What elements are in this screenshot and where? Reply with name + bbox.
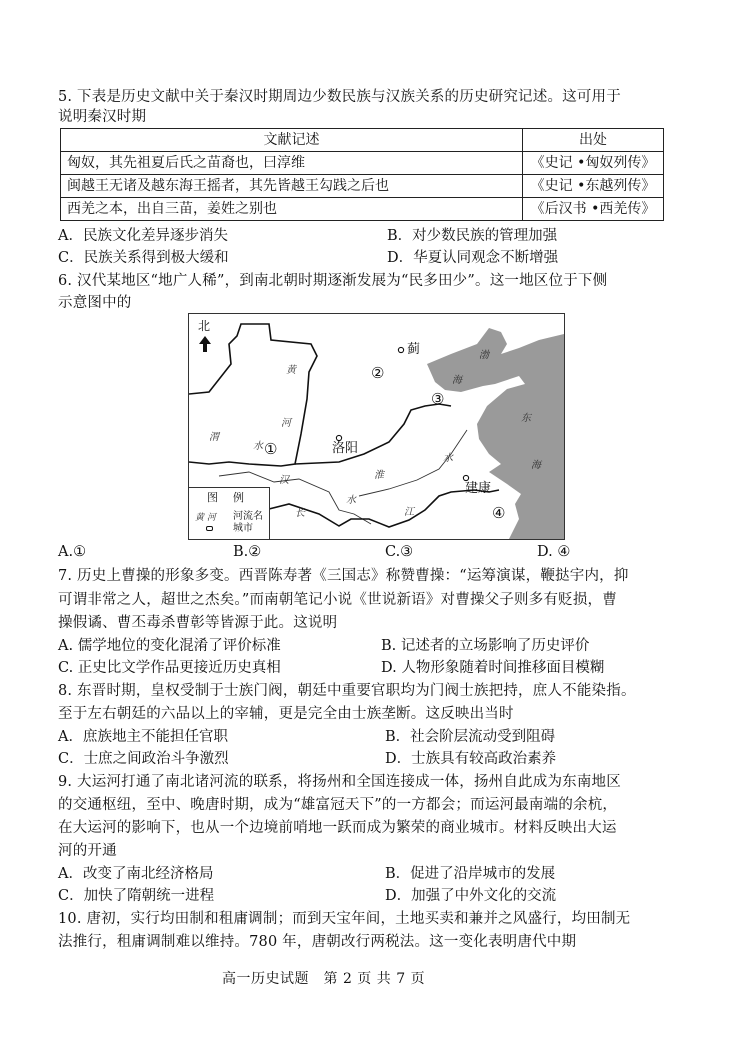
q10-stem-line2: 法推行，租庸调制难以维持。780 年，唐朝改行两税法。这一变化表明唐代中期: [58, 934, 577, 950]
north-label: 北: [198, 319, 211, 333]
q7-stem-line3: 操假谲、曹丕毒杀曹彰等皆源于此。这说明: [58, 615, 338, 631]
city-luoyang-marker: [336, 435, 341, 440]
q9-stem-line3: 在大运河的影响下，也从一个边境前哨地一跃而成为繁荣的商业城市。材料反映出大运: [58, 820, 617, 836]
q9-stem-line4: 河的开通: [58, 843, 117, 859]
q7-option-c[interactable]: C. 正史比文学作品更接近历史真相: [58, 660, 281, 676]
page-footer: 高一历史试题 第 2 页 共 7 页: [222, 971, 426, 987]
legend-title-1: 图: [207, 491, 218, 504]
q8-option-c[interactable]: C．士庶之间政治斗争激烈: [58, 751, 229, 767]
table-cell-source: 《史记 •东越列传》: [523, 175, 664, 198]
q8-option-a[interactable]: A．庶族地主不能担任官职: [58, 729, 228, 745]
north-arrow-icon: [199, 336, 211, 352]
q9-stem-line1: 9. 大运河打通了南北诸河流的联系，将扬州和全国连接成一体，扬州自此成为东南地区: [58, 774, 621, 790]
legend-river-desc: 河流名: [233, 511, 263, 522]
q6-stem-line1: 6. 汉代某地区“地广人稀”，到南北朝时期逐渐发展为“民多田少”。这一地区位于下侧: [58, 273, 608, 289]
table-row: [61, 175, 664, 198]
river-label-chang: 长: [295, 508, 305, 519]
river-label-jiang: 江: [404, 507, 414, 518]
q6-map: [188, 313, 565, 540]
q8-option-d[interactable]: D．士族具有较高政治素养: [385, 751, 557, 767]
q6-stem-line2: 示意图中的: [58, 295, 132, 311]
q5-source-table: [60, 128, 664, 221]
marker-1: ①: [264, 440, 278, 458]
q6-option-a[interactable]: A.①: [58, 544, 87, 560]
q9-option-a[interactable]: A．改变了南北经济格局: [58, 866, 214, 882]
q9-option-b[interactable]: B．促进了沿岸城市的发展: [385, 866, 556, 882]
huanghe-lower: [295, 404, 451, 464]
city-ji-label: 蓟: [407, 342, 421, 357]
table-header-record: 文献记述: [61, 129, 523, 152]
river-label-wei: 渭: [209, 432, 219, 443]
q7-stem-line1: 7. 历史上曹操的形象多变。西晋陈寿著《三国志》称赞曹操：“运筹演谋，鞭挞宇内，抑: [58, 568, 629, 584]
q9-stem-line2: 的交通枢纽，至中、晚唐时期，成为“雄富冠天下”的一方都会；而运河最南端的余杭，: [58, 797, 618, 813]
q8-stem-line1: 8. 东晋时期，皇权受制于士族门阀，朝廷中重要官职均为门阀士族把持，庶人不能染指。: [58, 683, 636, 699]
q9-option-d[interactable]: D．加强了中外文化的交流: [385, 888, 557, 904]
marker-2: ②: [371, 364, 385, 382]
table-header-row: [61, 129, 664, 152]
q7-stem-line2: 可谓非常之人，超世之杰矣。”而南朝笔记小说《世说新语》对曹操父子则多有贬损，曹: [58, 592, 617, 608]
city-ji-marker: [398, 347, 403, 352]
city-jiankang-marker: [463, 475, 468, 480]
q5-stem-line2: 说明秦汉时期: [58, 109, 147, 125]
q5-option-d[interactable]: D．华夏认同观念不断增强: [387, 250, 559, 266]
table-cell-record: 西羌之本，出自三苗，姜姓之别也: [61, 198, 523, 221]
table-cell-record: 闽越王无诸及越东海王摇者，其先皆越王勾践之后也: [61, 175, 523, 198]
city-jiankang-label: 建康: [465, 481, 492, 496]
table-header-source: 出处: [523, 129, 664, 152]
river-label-huang: 黄: [286, 365, 296, 376]
sea-label-dong-hai: 海: [531, 460, 541, 471]
q6-option-b[interactable]: B.②: [233, 544, 262, 560]
sea-label-bo: 渤: [479, 350, 489, 361]
legend-title-2: 例: [233, 491, 244, 504]
river-label-he: 河: [281, 418, 291, 429]
q8-stem-line2: 至于左右朝廷的六品以上的宰辅，更是完全由士族垄断。这反映出当时: [58, 706, 514, 722]
q9-option-c[interactable]: C．加快了隋朝统一进程: [58, 888, 215, 904]
table-row: [61, 198, 664, 221]
q6-option-c[interactable]: C.③: [385, 544, 414, 560]
table-cell-source: 《后汉书 •西羌传》: [523, 198, 664, 221]
q5-option-b[interactable]: B．对少数民族的管理加强: [387, 228, 558, 244]
q8-option-b[interactable]: B．社会阶层流动受到阻碍: [385, 729, 556, 745]
legend-city-icon: [206, 526, 213, 531]
sea-label-dong: 东: [521, 413, 531, 424]
table-cell-source: 《史记 •匈奴列传》: [523, 152, 664, 175]
q7-option-b[interactable]: B. 记述者的立场影响了历史评价: [381, 638, 590, 654]
city-luoyang-label: 洛阳: [332, 441, 359, 456]
marker-3: ③: [431, 390, 445, 408]
q5-option-a[interactable]: A．民族文化差异逐步消失: [58, 228, 228, 244]
q5-stem-line1: 5. 下表是历史文献中关于秦汉时期周边少数民族与汉族关系的历史研究记述。这可用于: [58, 89, 621, 105]
table-row: [61, 152, 664, 175]
q10-stem-line1: 10. 唐初，实行均田制和租庸调制；而到天宝年间，土地买卖和兼并之风盛行，均田制无: [58, 911, 631, 927]
river-label-han: 汉: [279, 475, 289, 486]
legend-city-desc: 城市: [233, 523, 253, 534]
sea-label-bo-hai: 海: [452, 375, 462, 386]
river-label-wei-shui: 水: [253, 441, 263, 452]
q7-option-d[interactable]: D. 人物形象随着时间推移面目模糊: [381, 660, 605, 676]
legend-river-sample: 黄 河: [195, 513, 216, 523]
q7-option-a[interactable]: A. 儒学地位的变化混淆了评价标准: [58, 638, 281, 654]
map-legend: [189, 487, 270, 540]
marker-4: ④: [492, 504, 506, 522]
river-label-huai-shui: 水: [443, 453, 453, 464]
table-cell-record: 匈奴，其先祖夏后氏之苗裔也，曰淳维: [61, 152, 523, 175]
river-label-han-shui: 水: [346, 495, 356, 506]
q5-option-c[interactable]: C．民族关系得到极大缓和: [58, 250, 229, 266]
q6-option-d[interactable]: D. ④: [537, 544, 571, 560]
river-label-huai: 淮: [374, 470, 384, 481]
